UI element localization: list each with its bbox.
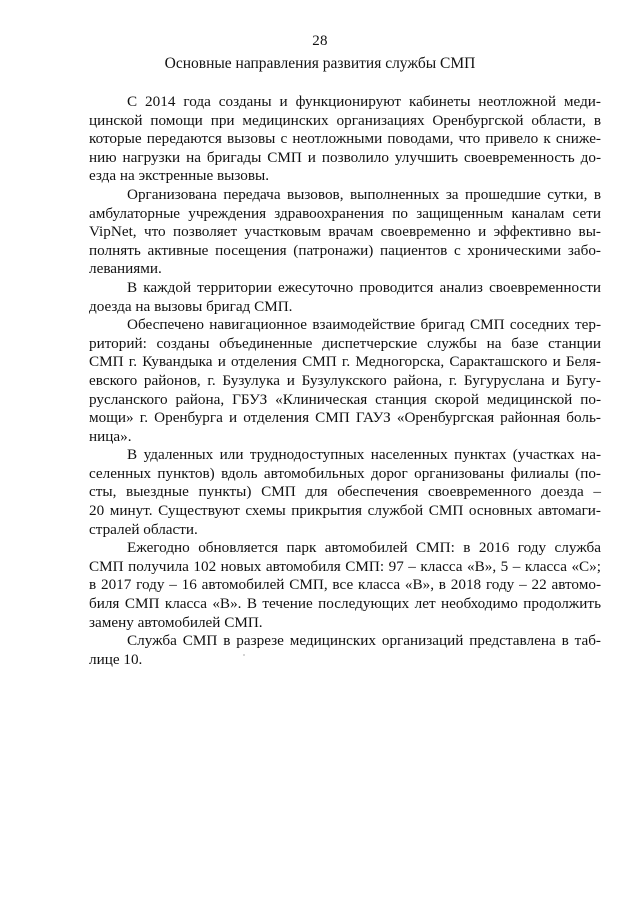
text-line: нию нагрузки на бригады СМП и позволило улучшить своевременность до- <box>89 148 601 166</box>
body-text <box>89 93 601 669</box>
text-line: езда на экстренные вызовы. <box>89 167 270 185</box>
paragraph <box>89 539 601 632</box>
text-line: риторий: созданы объединенные диспетчерские службы на базе станции <box>89 334 601 352</box>
text-line: в 2017 году – 16 автомобилей СМП, все класса «В», в 2018 году – 22 автомо- <box>89 576 601 594</box>
text-line: ница». <box>89 427 132 445</box>
text-line: 20 минут. Существуют схемы прикрытия службой СМП основных автомаги- <box>89 502 601 520</box>
text-line: евского районов, г. Бузулука и Бузулукского района, г. Бугуруслана и Бугу- <box>89 371 601 389</box>
scan-speck <box>243 654 245 656</box>
text-line: замену автомобилей СМП. <box>89 613 263 631</box>
text-line: Служба СМП в разрезе медицинских организаций представлена в таб- <box>127 632 601 650</box>
section-heading: Основные направления развития службы СМП <box>164 55 476 72</box>
paragraph <box>89 93 601 186</box>
paragraph <box>89 279 601 316</box>
text-line: доезда на вызовы бригад СМП. <box>89 297 293 315</box>
text-line: лице 10. <box>89 650 143 668</box>
text-line: СМП г. Кувандыка и отделения СМП г. Медногорска, Саракташского и Беля- <box>89 353 601 371</box>
paragraph <box>89 316 601 446</box>
paragraph <box>89 632 601 669</box>
text-line: сты, выездные пункты) СМП для обеспечения своевременного доезда – <box>89 483 601 501</box>
text-line: которые передаются вызовы с неотложными поводами, что привело к сниже- <box>89 130 601 148</box>
text-line: СМП получила 102 новых автомобиля СМП: 97 – класса «В», 5 – класса «С»; <box>89 557 601 575</box>
text-line: амбулаторные учреждения здравоохранения по защищенным каналам сети <box>89 204 601 222</box>
text-line: Ежегодно обновляется парк автомобилей СМП: в 2016 году служба <box>127 539 601 557</box>
text-line: леваниями. <box>89 260 162 278</box>
text-line: русланского района, ГБУЗ «Клиническая станция скорой медицинской по- <box>89 390 601 408</box>
paragraph <box>89 186 601 279</box>
text-line: С 2014 года созданы и функционируют кабинеты неотложной меди- <box>127 93 601 110</box>
text-line: стралей области. <box>89 520 198 538</box>
text-line: VipNet, что позволяет участковым врачам своевременно и эффективно вы- <box>89 223 601 241</box>
text-line: Обеспечено навигационное взаимодействие бригад СМП соседних тер- <box>127 316 601 334</box>
text-line: В каждой территории ежесуточно проводится анализ своевременности <box>127 278 601 296</box>
text-line: мощи» г. Оренбурга и отделения СМП ГАУЗ «Оренбургская районная боль- <box>89 409 601 427</box>
text-line: цинской помощи при медицинских организациях Оренбургской области, в <box>89 111 601 129</box>
paragraph <box>89 446 601 539</box>
page-number: 28 <box>312 33 328 49</box>
text-line: биля СМП класса «В». В течение последующих лет необходимо продолжить <box>89 595 601 613</box>
text-line: полнять активные посещения (патронажи) пациентов с хроническими забо- <box>89 241 601 259</box>
text-line: Организована передача вызовов, выполненных за прошедшие сутки, в <box>127 185 601 203</box>
text-line: В удаленных или труднодоступных населенных пунктах (участках на- <box>127 446 601 464</box>
text-line: селенных пунктов) вдоль автомобильных дорог организованы филиалы (по- <box>89 464 601 482</box>
